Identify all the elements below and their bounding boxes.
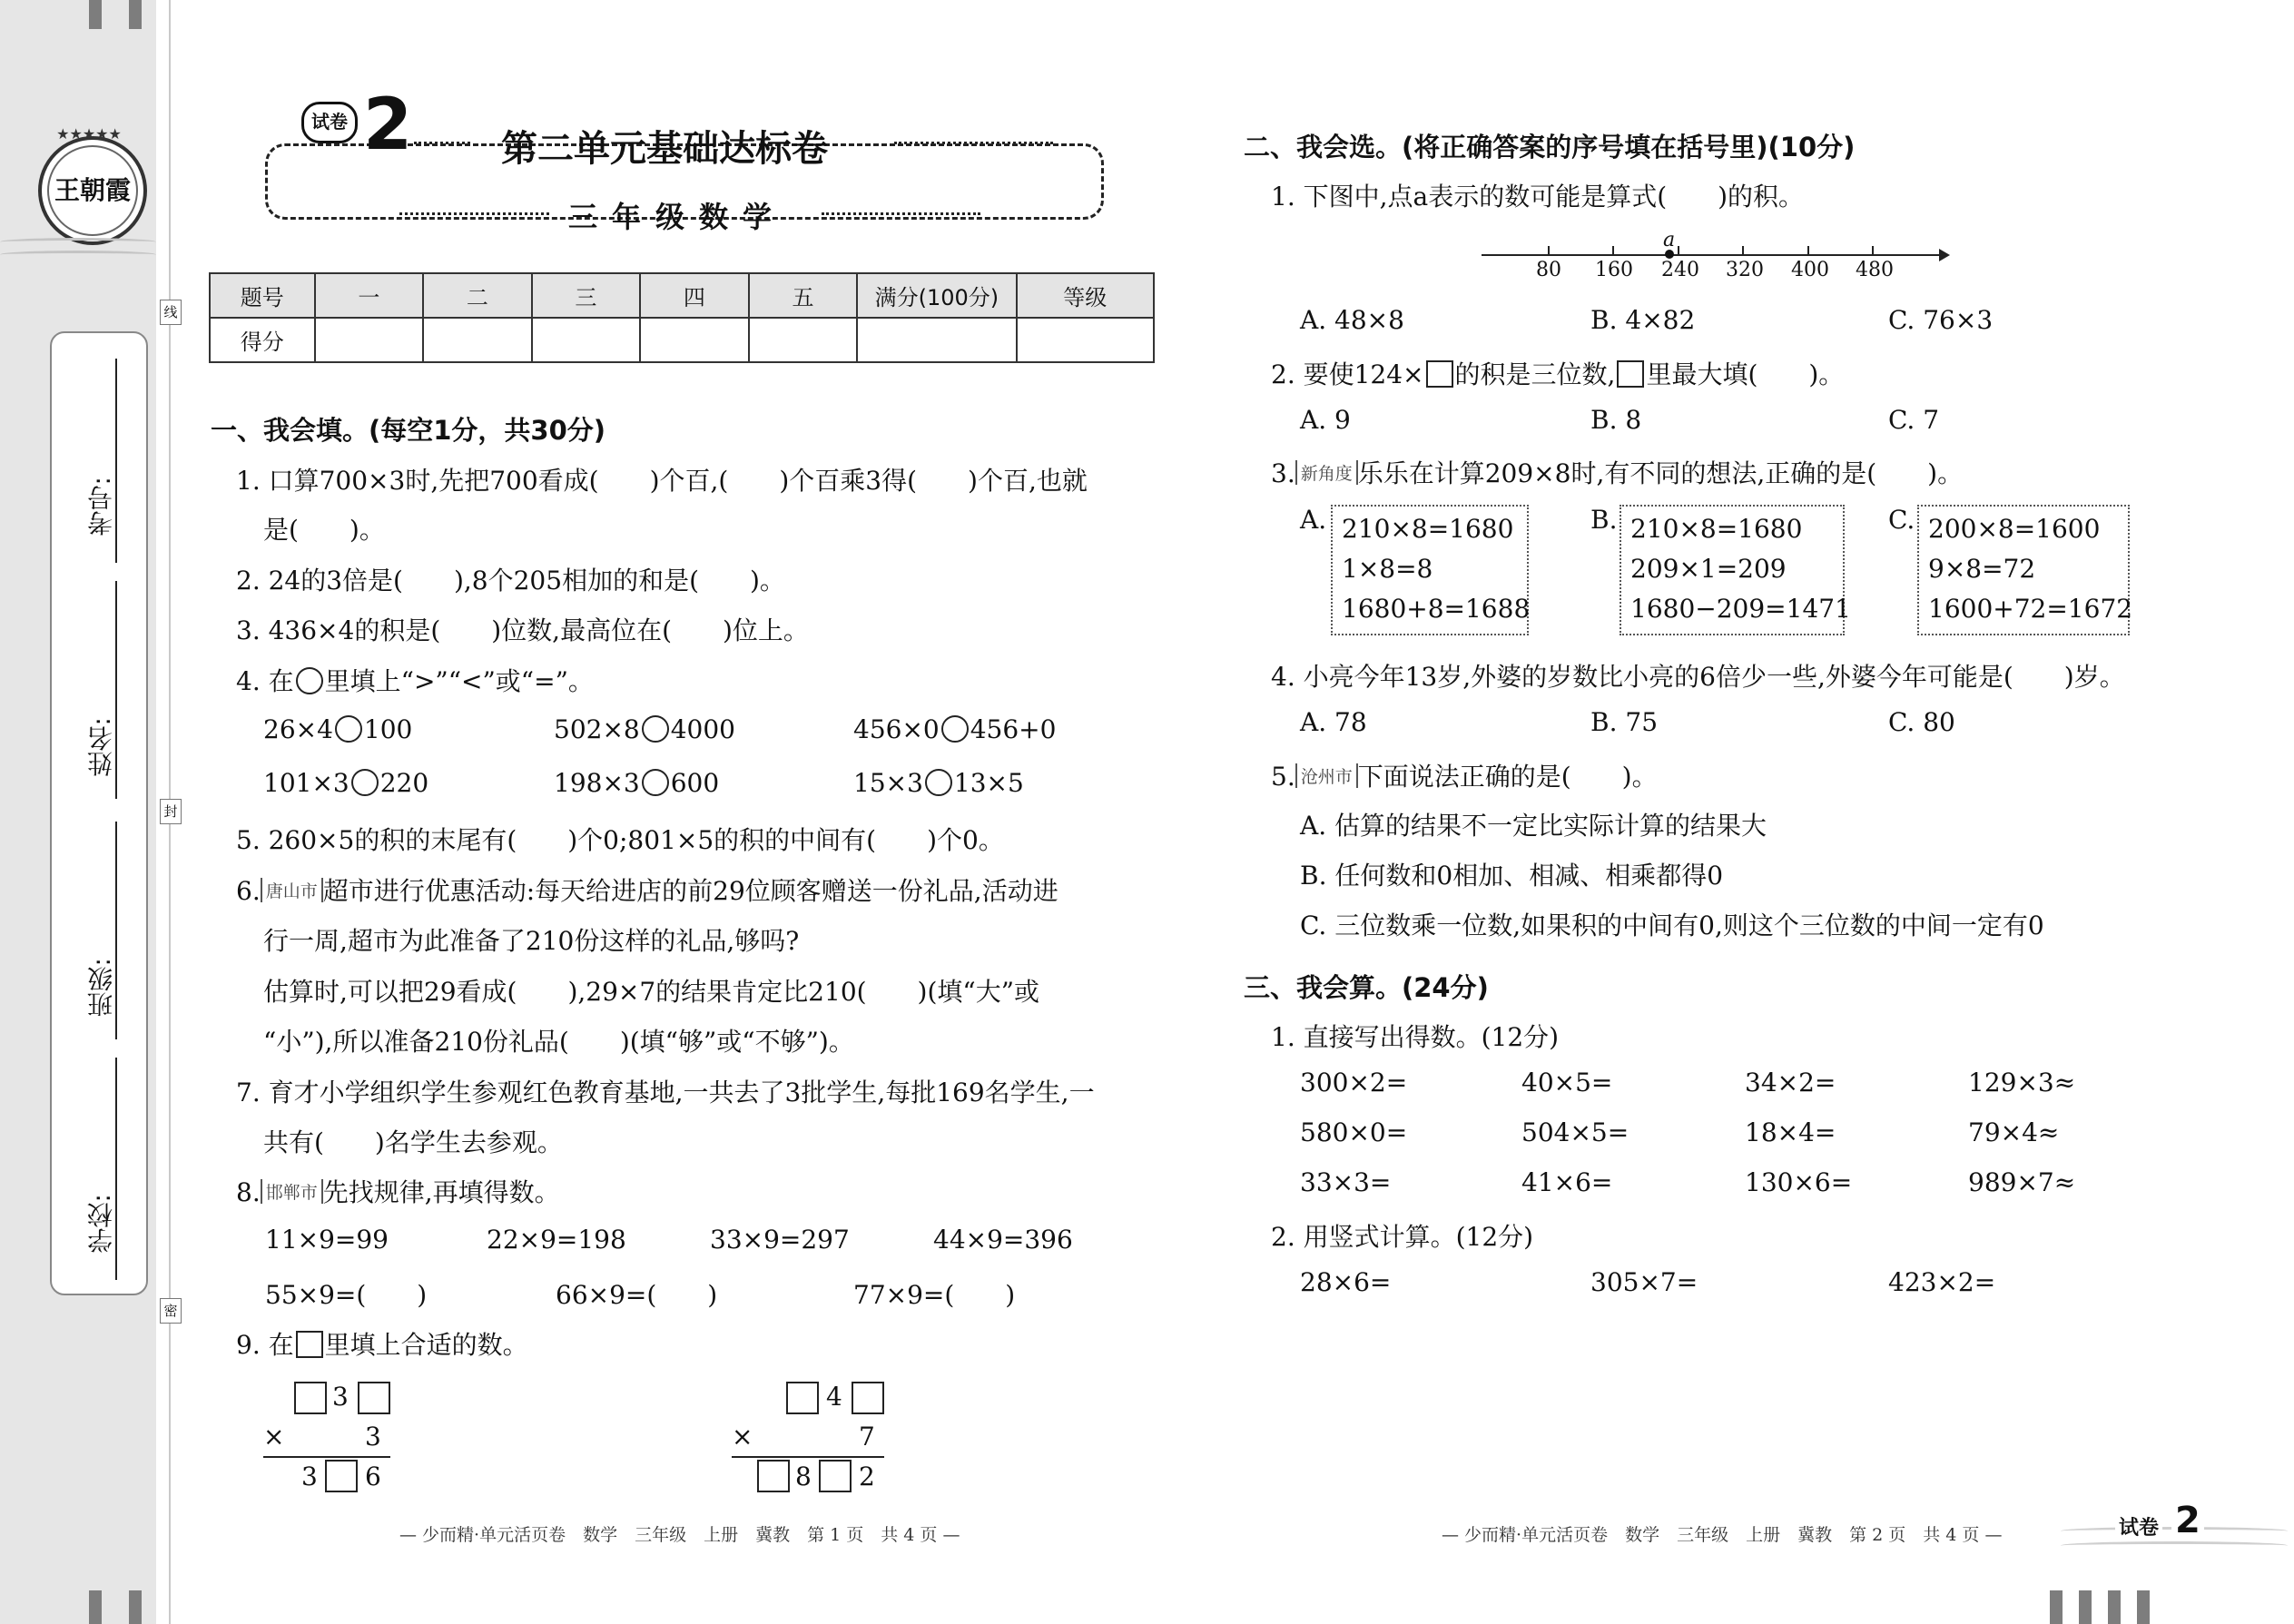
region-tag: 唐山市 — [261, 878, 323, 902]
score-header: 三 — [532, 273, 641, 318]
seal-mark-seal: 封 — [160, 799, 182, 824]
score-cell[interactable] — [1017, 318, 1154, 362]
corner-number: 2 — [2171, 1500, 2204, 1541]
tick-mark — [1678, 246, 1679, 255]
subtitle-dots — [822, 212, 980, 215]
compare-circle[interactable] — [335, 715, 362, 743]
digit: 2 — [859, 1462, 875, 1491]
score-cell[interactable] — [532, 318, 641, 362]
q1-5: 5. 260×5的积的末尾有( )个0;801×5的积的中间有( )个0。 — [236, 825, 1004, 855]
exam-no-field[interactable] — [115, 359, 117, 563]
q1-1-line-a: 1. 口算700×3时,先把700看成( )个百,( )个百乘3得( )个百,也就 — [236, 466, 1088, 496]
calc-item: 33×3= — [1300, 1167, 1392, 1197]
pattern-item: 77×9=( ) — [853, 1280, 1016, 1310]
compare-circle[interactable] — [351, 769, 379, 796]
q1-4-post: 里填上“>”“<”或“=”。 — [324, 666, 594, 696]
option[interactable]: B. 8 — [1590, 405, 1642, 435]
q2-3: 3. 新角度 乐乐在计算209×8时,有不同的想法,正确的是( )。 — [1271, 458, 1964, 488]
option[interactable]: B. 75 — [1590, 707, 1659, 737]
page-title: 第二单元基础达标卷 — [501, 128, 828, 170]
q1-2: 2. 24的3倍是( ),8个205相加的和是( )。 — [236, 566, 785, 595]
score-header: 等级 — [1017, 273, 1154, 318]
q1-1-line-b: 是( )。 — [263, 515, 385, 545]
calc-item: 989×7≈ — [1968, 1167, 2076, 1197]
tick-label: 400 — [1791, 259, 1829, 281]
score-cell[interactable] — [749, 318, 858, 362]
footer-left: — 少而精·单元活页卷 数学 三年级 上册 冀教 第 1 页 共 4 页 — — [399, 1525, 960, 1545]
option[interactable]: B. 4×82 — [1590, 305, 1696, 335]
compare-circle[interactable] — [925, 769, 952, 796]
tick-label: 80 — [1536, 259, 1561, 281]
q2-1: 1. 下图中,点a表示的数可能是算式( )的积。 — [1271, 182, 1805, 212]
q1-7-line-a: 7. 育才小学组织学生参观红色教育基地,一共去了3批学生,每批169名学生,一 — [236, 1078, 1095, 1107]
compare-item: 15×3 13×5 — [853, 768, 1024, 798]
score-cell[interactable] — [423, 318, 532, 362]
score-header: 五 — [749, 273, 858, 318]
digit: 7 — [859, 1422, 875, 1452]
q1-6-line-d: “小”),所以准备210份礼品( )(填“够”或“不够”)。 — [263, 1027, 854, 1057]
calc-line: 1680−209=1471 — [1630, 594, 1851, 624]
square-icon — [1426, 360, 1453, 388]
tick-mark — [1548, 246, 1550, 255]
calc-item: 41×6= — [1521, 1167, 1613, 1197]
calc-item: 300×2= — [1300, 1068, 1408, 1097]
section1-heading: 一、我会填。(每空1分，共30分) — [211, 415, 606, 446]
calc-line: 210×8=1680 — [1342, 514, 1514, 544]
q2-5: 5. 沧州市 下面说法正确的是( )。 — [1271, 762, 1658, 792]
times-sign: × — [732, 1422, 753, 1452]
calc-item: 79×4≈ — [1968, 1117, 2060, 1147]
calc-item: 580×0= — [1300, 1117, 1408, 1147]
score-header: 四 — [640, 273, 749, 318]
option[interactable]: C. 7 — [1888, 405, 1940, 435]
tick-mark — [1742, 246, 1744, 255]
exam-number: 2 — [363, 84, 413, 166]
tick-mark — [1612, 246, 1614, 255]
class-field[interactable] — [115, 822, 117, 1039]
option[interactable]: B. 任何数和0相加、相减、相乘都得0 — [1300, 861, 1724, 891]
gutter-bar — [89, 0, 102, 29]
point-a-label: a — [1663, 229, 1676, 251]
calc-line: 1600+72=1672 — [1928, 594, 2133, 624]
name-field[interactable] — [115, 581, 117, 799]
digit: 3 — [332, 1382, 349, 1412]
compare-circle[interactable] — [941, 715, 969, 743]
q3-2: 2. 用竖式计算。(12分) — [1271, 1222, 1534, 1252]
section3-heading: 三、我会算。(24分) — [1244, 972, 1489, 1003]
option[interactable]: A. 9 — [1300, 405, 1351, 435]
pattern-item: 55×9=( ) — [265, 1280, 428, 1310]
tick-label: 480 — [1856, 259, 1894, 281]
digit: 8 — [795, 1462, 812, 1491]
result-line — [263, 1456, 390, 1458]
school-field[interactable] — [115, 1058, 117, 1280]
option[interactable]: C. 76×3 — [1888, 305, 1994, 335]
calc-line: 1×8=8 — [1342, 554, 1433, 584]
result-line — [732, 1456, 884, 1458]
digit-box[interactable] — [819, 1460, 852, 1492]
calc-line: 1680+8=1688 — [1342, 594, 1531, 624]
score-cell[interactable] — [640, 318, 749, 362]
digit-box[interactable] — [358, 1382, 390, 1414]
circle-icon — [296, 667, 323, 694]
digit-box[interactable] — [852, 1382, 884, 1414]
square-icon — [1617, 360, 1644, 388]
option-label[interactable]: B. — [1590, 505, 1618, 535]
score-header: 满分(100分) — [857, 273, 1016, 318]
arrow-right-icon — [1939, 249, 1950, 261]
compare-circle[interactable] — [642, 715, 669, 743]
gutter-wave — [0, 251, 156, 259]
gutter-bar — [89, 1590, 102, 1624]
q3-1: 1. 直接写出得数。(12分) — [1271, 1022, 1560, 1052]
option[interactable]: C. 三位数乘一位数,如果积的中间有0,则这个三位数的中间一定有0 — [1300, 910, 2044, 940]
q1-6-line-c: 估算时,可以把29看成( ),29×7的结果肯定比210( )(填“大”或 — [263, 977, 1040, 1007]
calc-item: 18×4= — [1745, 1117, 1836, 1147]
seal-mark-line: 线 — [160, 300, 182, 325]
calc-item: 504×5= — [1521, 1117, 1629, 1147]
q2-4: 4. 小亮今年13岁,外婆的岁数比小亮的6倍少一些,外婆今年可能是( )岁。 — [1271, 662, 2125, 692]
times-sign: × — [263, 1422, 285, 1452]
compare-circle[interactable] — [642, 769, 669, 796]
compare-item: 101×3 220 — [263, 768, 429, 798]
school-label: 学校: — [86, 1194, 116, 1254]
pattern-item: 66×9=( ) — [556, 1280, 718, 1310]
calc-item: 130×6= — [1745, 1167, 1853, 1197]
compare-item: 502×8 4000 — [554, 714, 735, 744]
digit-box[interactable] — [757, 1460, 790, 1492]
page-subtitle: 三年级数学 — [568, 200, 787, 234]
digit: 6 — [365, 1462, 381, 1491]
seal-mark-secret: 密 — [160, 1298, 182, 1324]
digit-box[interactable] — [294, 1382, 327, 1414]
pattern-item: 44×9=396 — [933, 1225, 1073, 1255]
q1-4-pre: 4. 在 — [236, 666, 294, 696]
logo-seal — [38, 136, 147, 245]
tick-label: 240 — [1661, 259, 1699, 281]
pattern-item: 22×9=198 — [487, 1225, 626, 1255]
corner-bar — [2137, 1590, 2150, 1624]
logo-text: 王朝霞 — [54, 175, 131, 205]
score-row-label: 得分 — [210, 318, 315, 362]
tick-mark — [1872, 246, 1874, 255]
q1-7-line-b: 共有( )名学生去参观。 — [263, 1127, 563, 1157]
option[interactable]: C. 80 — [1888, 707, 1955, 737]
corner-bar — [2079, 1590, 2092, 1624]
digit: 3 — [301, 1462, 318, 1491]
calc-item: 40×5= — [1521, 1068, 1613, 1097]
calc-line: 9×8=72 — [1928, 554, 2036, 584]
score-table — [209, 272, 1155, 363]
name-label: 姓名: — [86, 717, 116, 777]
footer-right: — 少而精·单元活页卷 数学 三年级 上册 冀教 第 2 页 共 4 页 — — [1442, 1525, 2003, 1545]
score-header: 一 — [315, 273, 424, 318]
calc-line: 210×8=1680 — [1630, 514, 1803, 544]
pattern-item: 33×9=297 — [710, 1225, 850, 1255]
corner-bar — [2108, 1590, 2121, 1624]
region-tag: 新角度 — [1295, 460, 1358, 485]
corner-bar — [2050, 1590, 2063, 1624]
compare-item: 456×0 456+0 — [853, 714, 1057, 744]
exam-no-label: 考号: — [86, 477, 116, 536]
exam-badge: 试卷 — [301, 102, 358, 143]
vertical-calc-item: 305×7= — [1590, 1267, 1698, 1297]
tick-label: 320 — [1726, 259, 1764, 281]
compare-item: 198×3 600 — [554, 768, 720, 798]
gutter-bar — [129, 1590, 142, 1624]
square-icon — [296, 1331, 323, 1358]
option-label[interactable]: A. — [1300, 505, 1327, 535]
gutter-bar — [129, 0, 142, 29]
tick-label: 160 — [1595, 259, 1633, 281]
digit-box[interactable] — [325, 1460, 358, 1492]
q1-8: 8. 邯郸市 先找规律,再填得数。 — [236, 1177, 560, 1207]
calc-item: 34×2= — [1745, 1068, 1836, 1097]
calc-line: 200×8=1600 — [1928, 514, 2101, 544]
section2-heading: 二、我会选。(将正确答案的序号填在括号里)(10分) — [1244, 132, 1856, 162]
subtitle-dots — [399, 212, 549, 215]
calc-line: 209×1=209 — [1630, 554, 1787, 584]
q1-6-line-b: 行一周,超市为此准备了210份这样的礼品,够吗? — [263, 926, 800, 956]
gutter-wave — [0, 238, 156, 246]
pattern-item: 11×9=99 — [265, 1225, 389, 1255]
digit: 4 — [826, 1382, 842, 1412]
vertical-calc-item: 28×6= — [1300, 1267, 1392, 1297]
title-dots — [414, 142, 470, 144]
compare-item: 26×4 100 — [263, 714, 413, 744]
q1-6-line-a: 6. 唐山市 超市进行优惠活动:每天给进店的前29位顾客赠送一份礼品,活动进 — [236, 876, 1058, 906]
q1-4 — [236, 662, 594, 698]
corner-wave — [2061, 1541, 2288, 1550]
option-label[interactable]: C. — [1888, 505, 1915, 535]
digit-box[interactable] — [786, 1382, 819, 1414]
tick-mark — [1807, 246, 1809, 255]
score-cell[interactable] — [315, 318, 424, 362]
calc-item: 129×3≈ — [1968, 1068, 2076, 1097]
option[interactable]: A. 估算的结果不一定比实际计算的结果大 — [1300, 811, 1767, 841]
corner-badge: 试卷 — [2115, 1512, 2162, 1540]
q1-3: 3. 436×4的积是( )位数,最高位在( )位上。 — [236, 615, 809, 645]
vertical-calc-item: 423×2= — [1888, 1267, 1996, 1297]
q1-9: 9. 在 里填上合适的数。 — [236, 1330, 528, 1360]
option[interactable]: A. 78 — [1300, 707, 1367, 737]
logo-stars: ★★★★★ — [56, 125, 122, 143]
region-tag: 沧州市 — [1295, 763, 1358, 788]
score-header: 题号 — [210, 273, 315, 318]
q2-2: 2. 要使124× 的积是三位数, 里最大填( )。 — [1271, 359, 1845, 389]
title-dots — [894, 142, 1053, 144]
option[interactable]: A. 48×8 — [1300, 305, 1404, 335]
region-tag: 邯郸市 — [261, 1179, 323, 1204]
class-label: 班级: — [86, 958, 116, 1018]
score-cell[interactable] — [857, 318, 1016, 362]
digit: 3 — [365, 1422, 381, 1452]
score-header: 二 — [423, 273, 532, 318]
